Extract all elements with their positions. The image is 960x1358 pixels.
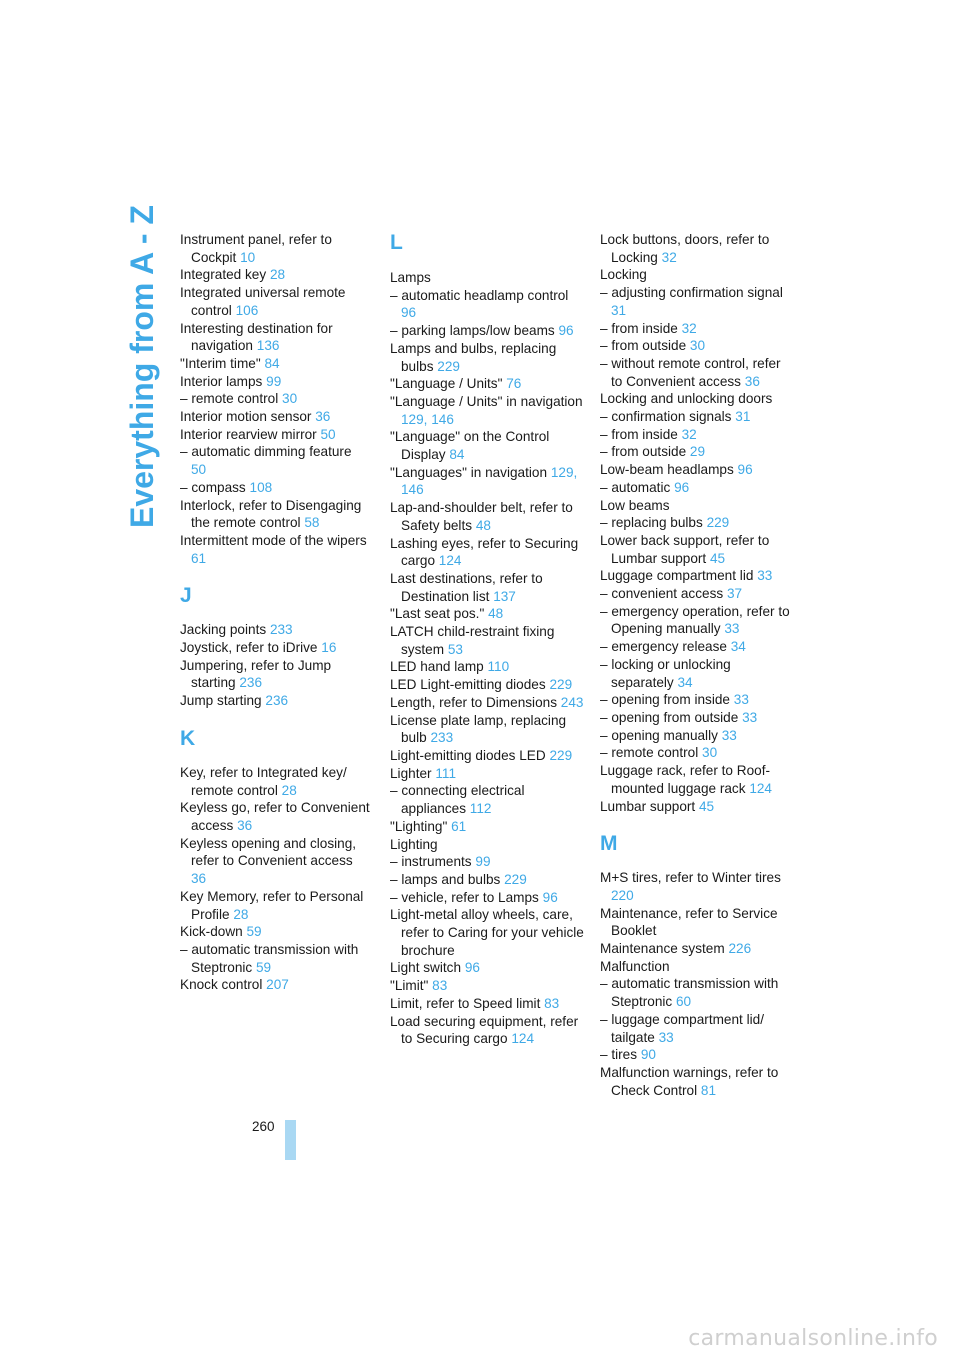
index-entry xyxy=(180,497,370,532)
index-entry-text: Intermittent mode of the wipers xyxy=(180,532,367,548)
index-entry-text: Key Memory, refer to Personal Profile xyxy=(180,888,364,922)
index-entry xyxy=(180,320,370,355)
page-reference-link[interactable]: 124 xyxy=(749,780,772,796)
index-entry-text: Limit, refer to Speed limit xyxy=(390,995,541,1011)
page-reference-link[interactable]: 236 xyxy=(239,675,263,691)
page-reference-link[interactable]: 53 xyxy=(447,641,463,657)
index-entry-text: Interior lamps xyxy=(180,373,263,389)
index-entry-text: – locking or unlocking separately xyxy=(600,656,731,690)
index-entry xyxy=(600,284,792,319)
index-entry xyxy=(600,1011,792,1046)
index-entry-text: – connecting electrical appliances xyxy=(390,783,525,817)
page-reference-link[interactable]: 32 xyxy=(681,320,697,336)
index-entry-text: Malfunction warnings, refer to Check Control xyxy=(600,1064,779,1098)
index-entry-text: – confirmation signals xyxy=(600,409,732,425)
index-entry-text: Light-emitting diodes LED xyxy=(390,747,546,763)
index-entry xyxy=(180,941,370,976)
page-reference-link[interactable]: 233 xyxy=(269,622,293,638)
page-reference-link[interactable]: 220 xyxy=(611,887,634,903)
index-entry-text: Lumbar support xyxy=(600,798,696,814)
index-entry xyxy=(390,464,585,499)
index-entry-text: Lap-and-shoulder belt, refer to Safety belts xyxy=(390,500,573,533)
page-reference-link[interactable]: 229 xyxy=(549,677,573,693)
index-entry xyxy=(600,567,792,585)
index-entry xyxy=(180,443,370,478)
index-entry xyxy=(180,373,370,391)
page-reference-link[interactable]: 33 xyxy=(721,727,737,743)
page-reference-link[interactable]: 229 xyxy=(706,515,730,531)
index-entry xyxy=(180,799,370,834)
page-reference-link[interactable]: 45 xyxy=(699,798,715,814)
index-entry-text: – opening manually xyxy=(600,727,718,743)
index-entry-text: Lighter xyxy=(390,765,432,781)
index-entry xyxy=(390,1013,585,1048)
index-entry xyxy=(390,499,585,534)
page-reference-link[interactable]: 124 xyxy=(438,553,462,569)
page-reference-link[interactable]: 36 xyxy=(237,817,253,833)
index-entry xyxy=(600,905,792,940)
index-column-2 xyxy=(390,231,585,1048)
index-entry-text: "Language / Units" in navigation xyxy=(390,393,583,409)
index-entry-text: "Language / Units" xyxy=(390,376,503,392)
index-entry-text: – from outside xyxy=(600,338,687,354)
index-entry xyxy=(180,692,370,710)
index-entry-text: Integrated universal remote control xyxy=(180,285,346,318)
index-entry-text: Low beams xyxy=(600,497,670,513)
index-entry xyxy=(180,621,370,639)
index-entry xyxy=(390,782,585,817)
index-entry-text: Lighting xyxy=(390,836,438,852)
index-entry xyxy=(600,762,792,797)
index-entry xyxy=(180,532,370,567)
page-reference-link[interactable]: 30 xyxy=(282,391,298,407)
page-reference-link[interactable]: 33 xyxy=(658,1029,674,1045)
page-reference-link[interactable]: 106 xyxy=(235,302,259,318)
index-entry-text: Keyless opening and closing, refer to Convenient access xyxy=(180,835,357,869)
index-entry xyxy=(180,835,370,888)
index-entry xyxy=(600,798,792,816)
index-entry xyxy=(390,269,585,287)
index-entry xyxy=(390,818,585,836)
section-letter-m: M xyxy=(600,832,618,856)
index-entry-text: Jump starting xyxy=(180,693,262,709)
page-reference-link[interactable]: 96 xyxy=(558,323,574,339)
page-reference-link[interactable]: 99 xyxy=(266,373,282,389)
page-reference-link[interactable]: 83 xyxy=(432,978,448,994)
index-entry xyxy=(390,712,585,747)
index-entry xyxy=(180,657,370,692)
index-entry xyxy=(390,605,585,623)
page-reference-link[interactable]: 36 xyxy=(191,871,207,887)
index-entry-text: Interesting destination for navigation xyxy=(180,320,333,354)
page-reference-link[interactable]: 37 xyxy=(726,586,743,602)
index-entry xyxy=(180,764,370,799)
page-reference-link[interactable]: 99 xyxy=(475,854,491,870)
index-entry-text: Kick-down xyxy=(180,924,243,940)
index-entry xyxy=(390,747,585,765)
index-entry xyxy=(600,958,792,976)
page-reference-link[interactable]: 96 xyxy=(464,960,480,976)
index-entry xyxy=(180,479,370,497)
index-entry xyxy=(390,906,585,959)
page-reference-link[interactable]: 229 xyxy=(549,747,573,763)
page-reference-link[interactable]: 30 xyxy=(702,745,718,761)
index-entry xyxy=(600,231,792,266)
page-reference-link[interactable]: 36 xyxy=(315,409,331,425)
index-entry-text: LATCH child-restraint fixing system xyxy=(390,624,555,657)
index-entry xyxy=(180,266,370,284)
index-entry xyxy=(390,871,585,889)
index-entry-text: – vehicle, refer to Lamps xyxy=(390,889,539,905)
page-reference-link[interactable]: 34 xyxy=(730,639,746,655)
index-entry-text: – opening from inside xyxy=(600,692,730,708)
index-entry xyxy=(390,889,585,907)
index-entry xyxy=(600,266,792,284)
index-entry xyxy=(390,322,585,340)
index-entry xyxy=(390,287,585,322)
index-entry xyxy=(390,623,585,658)
index-entry-text: Lower back support, refer to Lumbar support xyxy=(600,532,770,566)
index-entry xyxy=(600,532,792,567)
index-entry xyxy=(390,428,585,463)
index-entry xyxy=(180,355,370,373)
index-entry xyxy=(180,408,370,426)
index-entry-text: – emergency release xyxy=(600,639,727,655)
page-reference-link[interactable]: 48 xyxy=(488,606,504,622)
index-entry-text: – from outside xyxy=(600,444,687,460)
index-entry-text: – without remote control, refer to Convenient access xyxy=(600,355,781,389)
index-entry-text: Malfunction xyxy=(600,958,670,974)
index-entry xyxy=(600,337,792,355)
page-reference-link[interactable]: 108 xyxy=(249,479,273,495)
page-reference-link[interactable]: 96 xyxy=(401,305,417,321)
page-reference-link[interactable]: 124 xyxy=(511,1031,535,1047)
index-entry-text: Light switch xyxy=(390,960,462,976)
index-entry-text: "Limit" xyxy=(390,978,429,994)
page-reference-link[interactable]: 136 xyxy=(256,338,280,354)
section-letter-l: L xyxy=(390,231,403,254)
index-entry-text: – tires xyxy=(600,1047,638,1063)
index-entry xyxy=(390,570,585,605)
page-reference-link[interactable]: 111 xyxy=(435,765,457,781)
page-reference-link[interactable]: 96 xyxy=(737,462,753,478)
index-entry-text: – from inside xyxy=(600,426,678,442)
index-entry-text: – automatic transmission with Steptronic xyxy=(180,941,359,975)
page-reference-link[interactable]: 31 xyxy=(611,302,627,318)
index-entry-text: Instrument panel, refer to Cockpit xyxy=(180,232,332,265)
page-reference-link[interactable]: 110 xyxy=(487,659,510,675)
page-number: 260 xyxy=(252,1119,275,1134)
index-entry-text: Knock control xyxy=(180,977,263,993)
index-entry-text: Lashing eyes, refer to Securing cargo xyxy=(390,535,579,569)
index-entry xyxy=(180,390,370,408)
page-reference-link[interactable]: 76 xyxy=(506,376,522,392)
index-entry-text: – remote control xyxy=(600,745,699,761)
index-entry xyxy=(180,639,370,657)
page-reference-link[interactable]: 33 xyxy=(742,709,758,725)
index-entry xyxy=(600,1064,792,1099)
index-entry-text: – parking lamps/low beams xyxy=(390,323,555,339)
index-entry xyxy=(600,603,792,638)
page-reference-link[interactable]: 226 xyxy=(728,941,752,957)
index-entry-text: LED Light-emitting diodes xyxy=(390,677,546,693)
index-entry xyxy=(180,426,370,444)
index-entry xyxy=(180,888,370,923)
index-entry xyxy=(600,426,792,444)
index-entry xyxy=(390,393,585,428)
page-reference-link[interactable]: 45 xyxy=(710,550,726,566)
index-entry xyxy=(600,355,792,390)
index-entry-text: Lamps xyxy=(390,270,431,285)
index-entry xyxy=(600,709,792,727)
index-entry-text: – convenient access xyxy=(600,586,724,602)
index-entry-text: – luggage compartment lid/ tailgate xyxy=(600,1011,764,1045)
index-entry-text: Last destinations, refer to Destination list xyxy=(390,570,543,604)
index-entry xyxy=(600,390,792,408)
watermark: carmanualsonline.info xyxy=(688,1326,938,1351)
index-entry-text: – automatic transmission with Steptronic xyxy=(600,976,779,1010)
page-reference-link[interactable]: 243 xyxy=(560,694,584,710)
index-column-3 xyxy=(600,231,792,1099)
index-entry-text: Interior rearview mirror xyxy=(180,426,317,442)
index-entry xyxy=(600,975,792,1010)
index-entry-text: License plate lamp, replacing bulb xyxy=(390,712,567,746)
index-entry-text: – remote control xyxy=(180,391,279,407)
index-entry xyxy=(600,585,792,603)
page-reference-link[interactable]: 33 xyxy=(733,692,749,708)
index-entry xyxy=(180,284,370,319)
index-entry-text: Luggage rack, refer to Roof-mounted luggage rack xyxy=(600,763,771,796)
page-reference-link[interactable]: 10 xyxy=(240,249,256,265)
index-entry xyxy=(390,977,585,995)
index-entry-text: Jumpering, refer to Jump starting xyxy=(180,657,332,691)
index-entry-text: M+S tires, refer to Winter tires xyxy=(600,870,781,886)
index-entry xyxy=(390,836,585,854)
page-reference-link[interactable]: 28 xyxy=(281,782,297,798)
page-reference-link[interactable]: 61 xyxy=(451,818,467,834)
page-reference-link[interactable]: 28 xyxy=(269,267,286,283)
index-entry-text: Luggage compartment lid xyxy=(600,568,754,584)
index-entry-text: – from inside xyxy=(600,320,678,336)
page-reference-link[interactable]: 207 xyxy=(266,977,289,993)
page-reference-link[interactable]: 229 xyxy=(437,358,460,374)
index-entry-text: – lamps and bulbs xyxy=(390,871,501,887)
index-entry xyxy=(600,408,792,426)
index-entry-text: – emergency operation, refer to Opening manually xyxy=(600,603,790,637)
index-entry-text: Maintenance, refer to Service Booklet xyxy=(600,905,778,939)
index-entry xyxy=(390,853,585,871)
side-title: Everything from A - Z xyxy=(124,205,160,528)
page-reference-link[interactable]: 34 xyxy=(677,674,693,690)
index-entry-text: "Languages" in navigation xyxy=(390,464,548,480)
page-reference-link[interactable]: 96 xyxy=(542,889,558,905)
page-reference-link[interactable]: 33 xyxy=(757,568,773,584)
index-entry xyxy=(390,676,585,694)
page-reference-link[interactable]: 233 xyxy=(430,730,454,746)
index-entry-text: – automatic headlamp control xyxy=(390,287,569,303)
index-entry-text: LED hand lamp xyxy=(390,659,484,675)
page-reference-link[interactable]: 59 xyxy=(246,924,262,940)
index-entry-text: – adjusting confirmation signal xyxy=(600,285,783,301)
index-entry-text: Joystick, refer to iDrive xyxy=(180,640,318,656)
page-reference-link[interactable]: 90 xyxy=(640,1047,656,1063)
index-entry xyxy=(600,479,792,497)
index-entry xyxy=(180,976,370,994)
index-entry xyxy=(600,514,792,532)
page-reference-link[interactable]: 50 xyxy=(191,462,207,478)
section-letter-j: J xyxy=(180,584,192,608)
index-entry-text: Keyless go, refer to Convenient access xyxy=(180,800,370,833)
index-entry xyxy=(600,727,792,745)
index-entry-text: Maintenance system xyxy=(600,941,725,957)
index-entry xyxy=(600,869,792,904)
page-reference-link[interactable]: 16 xyxy=(321,640,337,656)
index-entry xyxy=(600,1046,792,1064)
index-entry-text: Key, refer to Integrated key/ remote control xyxy=(180,764,347,798)
index-entry-text: Light-metal alloy wheels, care, refer to Caring for your vehicle brochure xyxy=(390,907,584,958)
page-reference-link[interactable]: 129, 146 xyxy=(401,464,578,498)
index-entry xyxy=(390,959,585,977)
index-entry-text: – replacing bulbs xyxy=(600,515,703,531)
index-entry xyxy=(600,443,792,461)
index-entry xyxy=(600,940,792,958)
index-entry xyxy=(600,461,792,479)
section-letter-k: K xyxy=(180,726,196,750)
page-reference-link[interactable]: 36 xyxy=(744,373,760,389)
index-entry-text: Interior motion sensor xyxy=(180,409,312,425)
index-entry xyxy=(600,638,792,656)
index-entry xyxy=(390,340,585,375)
index-entry-text: – compass xyxy=(180,479,246,495)
index-entry-text: Lock buttons, doors, refer to Locking xyxy=(600,232,770,265)
index-entry-text: Load securing equipment, refer to Securing cargo xyxy=(390,1013,579,1047)
index-entry xyxy=(600,656,792,691)
page-reference-link[interactable]: 28 xyxy=(233,906,249,922)
index-entry-text: – instruments xyxy=(390,854,472,870)
page-reference-link[interactable]: 84 xyxy=(449,447,465,463)
index-entry xyxy=(390,535,585,570)
index-entry-text: "Lighting" xyxy=(390,818,448,834)
page-reference-link[interactable]: 81 xyxy=(700,1082,717,1098)
index-entry xyxy=(390,375,585,393)
index-entry xyxy=(390,995,585,1013)
page-reference-link[interactable]: 30 xyxy=(689,338,706,354)
index-entry xyxy=(600,691,792,709)
page-reference-link[interactable]: 61 xyxy=(191,550,207,566)
index-entry-text: Lamps and bulbs, replacing bulbs xyxy=(390,340,557,374)
index-entry-text: "Last seat pos." xyxy=(390,606,485,622)
page-reference-link[interactable]: 129, 146 xyxy=(401,411,454,427)
page-reference-link[interactable]: 31 xyxy=(735,409,751,425)
index-entry xyxy=(390,658,585,676)
index-entry-text: – opening from outside xyxy=(600,709,739,725)
page-reference-link[interactable]: 84 xyxy=(264,355,280,371)
page-reference-link[interactable]: 236 xyxy=(265,693,289,709)
index-entry-text: – automatic xyxy=(600,479,671,495)
page-reference-link[interactable]: 33 xyxy=(724,621,740,637)
index-entry-text: Integrated key xyxy=(180,267,267,283)
page-marker-bar xyxy=(285,1120,296,1160)
index-entry xyxy=(390,765,585,783)
index-entry-text: Length, refer to Dimensions xyxy=(390,694,557,710)
page-reference-link[interactable]: 112 xyxy=(469,801,492,817)
index-entry-text: Jacking points xyxy=(180,622,267,638)
index-entry-text: Low-beam headlamps xyxy=(600,462,734,478)
page-reference-link[interactable]: 50 xyxy=(320,426,336,442)
index-entry xyxy=(390,694,585,712)
index-entry-text: Locking and unlocking doors xyxy=(600,391,773,407)
index-entry xyxy=(600,744,792,762)
index-entry xyxy=(600,320,792,338)
page-reference-link[interactable]: 96 xyxy=(674,479,690,495)
index-entry xyxy=(600,497,792,515)
index-column-1 xyxy=(180,231,370,994)
page-reference-link[interactable]: 137 xyxy=(493,588,516,604)
page-reference-link[interactable]: 59 xyxy=(256,959,272,975)
index-entry-text: "Interim time" xyxy=(180,355,261,371)
index-entry-text: Locking xyxy=(600,267,647,283)
index-entry-text: "Language" on the Control Display xyxy=(390,429,550,463)
page-reference-link[interactable]: 48 xyxy=(475,517,491,533)
index-entry-text: – automatic dimming feature xyxy=(180,444,352,460)
page-reference-link[interactable]: 32 xyxy=(681,426,697,442)
page-reference-link[interactable]: 83 xyxy=(544,995,560,1011)
page-reference-link[interactable]: 229 xyxy=(504,871,527,887)
index-entry xyxy=(180,923,370,941)
index-entry xyxy=(180,231,370,266)
page-reference-link[interactable]: 58 xyxy=(304,515,320,531)
page-reference-link[interactable]: 32 xyxy=(661,249,677,265)
index-entry-text: Interlock, refer to Disengaging the remote control xyxy=(180,497,362,531)
page-reference-link[interactable]: 60 xyxy=(676,994,692,1010)
page-reference-link[interactable]: 29 xyxy=(689,444,706,460)
